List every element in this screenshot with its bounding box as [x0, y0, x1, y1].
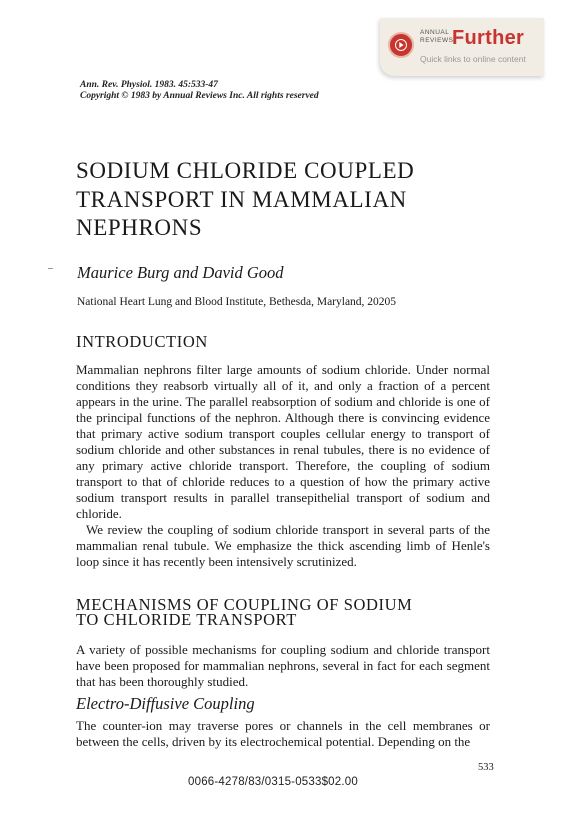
margin-mark — [48, 268, 53, 269]
banner-reviews-label: REVIEWS — [420, 37, 454, 44]
play-arrow-icon — [388, 32, 414, 58]
page-number: 533 — [478, 762, 494, 773]
copyright-line: Copyright © 1983 by Annual Reviews Inc. All rights reserved — [80, 91, 319, 101]
author-affiliation: National Heart Lung and Blood Institute, Bethesda, Maryland, 20205 — [77, 296, 397, 308]
mechanisms-paragraph-1: A variety of possible mechanisms for coupling sodium and chloride transport have been proposed for mammalian nephrons, several in fact for each segment that has been thoroughly studied. — [76, 642, 490, 689]
article-authors: Maurice Burg and David Good — [77, 263, 284, 282]
article-code: 0066-4278/83/0315-0533$02.00 — [188, 776, 358, 788]
article-title: SODIUM CHLORIDE COUPLED TRANSPORT IN MAMMALIAN NEPHRONS — [76, 158, 415, 240]
electro-diffusive-paragraph-1: The counter-ion may traverse pores or channels in the cell membranes or between the cells, driven by its electrochemical potential. Depending on the — [76, 718, 490, 749]
introduction-paragraph-2: We review the coupling of sodium chloride transport in several parts of the mammalian renal tubule. We emphasize the thick ascending limb of Henle's loop since it has recently been intensively scrutinized. — [76, 522, 490, 569]
section-heading-mechanisms-line1: MECHANISMS OF COUPLING OF SODIUM — [76, 595, 413, 614]
journal-citation: Ann. Rev. Physiol. 1983. 45:533-47 — [80, 80, 218, 90]
banner-annual-label: ANNUAL — [420, 29, 450, 36]
banner-further-label: Further — [452, 27, 525, 49]
annual-reviews-further-banner[interactable] — [380, 18, 544, 76]
subsection-heading-electro-diffusive: Electro-Diffusive Coupling — [76, 694, 255, 713]
banner-quick-links-label: Quick links to online content — [420, 54, 526, 64]
section-heading-mechanisms-line2: TO CHLORIDE TRANSPORT — [76, 610, 297, 629]
section-heading-introduction: INTRODUCTION — [76, 332, 208, 351]
introduction-paragraph-1: Mammalian nephrons filter large amounts of sodium chloride. Under normal conditions they reabsorb virtually all of it, and only a fraction of a percent appears in the urine. The parallel reabsorption of sodium and chloride is one of the principal functions of the nephron. Although there is convincing evidence that primary active sodium transport couples cellular energy to transport of sodium chloride and other substances in renal tubules, there is no evidence of any primary active chloride transport. Therefore, the coupling of sodium transport to that of chloride reduces to a question of how the primary active sodium transport results in parallel transepithelial transport of sodium and chloride. — [76, 362, 490, 521]
